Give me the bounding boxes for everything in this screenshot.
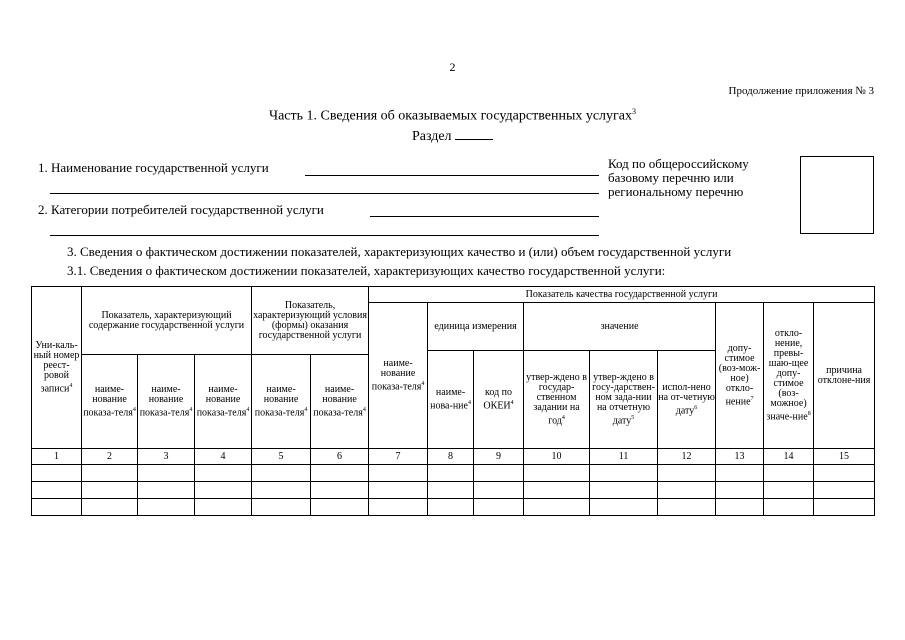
header-approved-year: утвер-ждено в государ-ственном задании на год$^4$	[524, 351, 590, 449]
col-number-10: 10	[524, 449, 590, 465]
table-row	[32, 465, 875, 482]
table-cell[interactable]	[428, 482, 474, 499]
header-content-group: Показатель, характеризующий содержание государственной услуги	[82, 287, 252, 355]
table-cell[interactable]	[138, 482, 195, 499]
service-name-row	[38, 160, 269, 176]
table-cell[interactable]	[369, 465, 428, 482]
consumers-label: 2. Категории потребителей государственной услуги	[38, 202, 324, 217]
col-number-11: 11	[590, 449, 658, 465]
table-cell[interactable]	[428, 465, 474, 482]
appendix-continuation: Продолжение приложения № 3	[728, 85, 874, 97]
table-cell[interactable]	[524, 482, 590, 499]
table-cell[interactable]	[252, 465, 311, 482]
table-cell[interactable]	[590, 499, 658, 516]
table-cell[interactable]	[524, 465, 590, 482]
table-cell[interactable]	[32, 465, 82, 482]
table-cell[interactable]	[590, 465, 658, 482]
table-row	[32, 499, 875, 516]
table-cell[interactable]	[764, 482, 814, 499]
service-name-label: 1. Наименование государственной услуги	[38, 160, 269, 175]
col-number-6: 6	[311, 449, 369, 465]
table-cell[interactable]	[311, 465, 369, 482]
column-numbers-row	[32, 449, 875, 465]
code-box[interactable]	[800, 156, 874, 234]
page-number: 2	[449, 60, 456, 74]
header-conditions-indicator-2: наиме-нование показа-теля$^4$	[311, 355, 369, 449]
col-number-1: 1	[32, 449, 82, 465]
table-cell[interactable]	[369, 499, 428, 516]
consumers-row	[38, 202, 324, 218]
table-cell[interactable]	[82, 482, 138, 499]
table-cell[interactable]	[195, 465, 252, 482]
header-value: значение	[524, 303, 716, 351]
table-cell[interactable]	[252, 499, 311, 516]
header-quality-indicator-name: наиме-нование показа-теля$^4$	[369, 303, 428, 449]
table-cell[interactable]	[716, 499, 764, 516]
table-cell[interactable]	[311, 499, 369, 516]
table-cell[interactable]	[311, 482, 369, 499]
table-cell[interactable]	[764, 499, 814, 516]
col-number-15: 15	[814, 449, 875, 465]
table-cell[interactable]	[82, 499, 138, 516]
header-okei-code: код по ОКЕИ$^4$	[474, 351, 524, 449]
section-3-heading: 3. Сведения о фактическом достижении показателей, характеризующих качество и (или) объем государственной услуги	[67, 244, 732, 259]
col-number-8: 8	[428, 449, 474, 465]
part-title-text: Часть 1. Сведения об оказываемых государственных услугах	[268, 108, 632, 124]
col-number-12: 12	[658, 449, 716, 465]
table-cell[interactable]	[764, 465, 814, 482]
table-cell[interactable]	[658, 482, 716, 499]
section-label: Раздел	[411, 128, 452, 144]
col-number-2: 2	[82, 449, 138, 465]
table-cell[interactable]	[428, 499, 474, 516]
header-unit-name: наиме-нова-ние$^4$	[428, 351, 474, 449]
col-number-9: 9	[474, 449, 524, 465]
table-cell[interactable]	[82, 465, 138, 482]
table-cell[interactable]	[252, 482, 311, 499]
table-cell[interactable]	[524, 499, 590, 516]
table-cell[interactable]	[474, 482, 524, 499]
header-approved-date: утвер-ждено в госу-дарствен-ном зада-нии на отчетную дату$^5$	[590, 351, 658, 449]
table-cell[interactable]	[590, 482, 658, 499]
section-3-1-heading: 3.1. Сведения о фактическом достижении показателей, характеризующих качество государственной услуги:	[67, 263, 666, 278]
col-number-4: 4	[195, 449, 252, 465]
header-executed-date: испол-нено на от-четную дату$^6$	[658, 351, 716, 449]
table-cell[interactable]	[138, 499, 195, 516]
col-number-13: 13	[716, 449, 764, 465]
header-content-indicator-1: наиме-нование показа-теля$^4$	[82, 355, 138, 449]
header-conditions-group: Показатель, характеризующий условия (формы) оказания государственной услуги	[252, 287, 369, 355]
col-number-5: 5	[252, 449, 311, 465]
service-name-field[interactable]	[305, 175, 599, 176]
consumers-field-line2[interactable]	[50, 235, 599, 236]
table-cell[interactable]	[658, 499, 716, 516]
header-quality-group: Показатель качества государственной услуги	[369, 287, 875, 303]
header-conditions-indicator-1: наиме-нование показа-теля$^4$	[252, 355, 311, 449]
header-unit: единица измерения	[428, 303, 524, 351]
section-number-field[interactable]	[455, 126, 493, 140]
quality-indicators-table	[31, 286, 875, 516]
table-row	[32, 482, 875, 499]
table-cell[interactable]	[32, 482, 82, 499]
header-reason: причина отклоне-ния	[814, 303, 875, 449]
header-unique-number: Уни-каль-ный номер реест-ровой записи$^4$	[32, 287, 82, 449]
table-cell[interactable]	[658, 465, 716, 482]
table-cell[interactable]	[814, 482, 875, 499]
table-cell[interactable]	[195, 482, 252, 499]
col-number-14: 14	[764, 449, 814, 465]
table-cell[interactable]	[195, 499, 252, 516]
table-cell[interactable]	[32, 499, 82, 516]
col-number-7: 7	[369, 449, 428, 465]
table-cell[interactable]	[814, 499, 875, 516]
part-title	[0, 103, 905, 146]
header-content-indicator-2: наиме-нование показа-теля$^4$	[138, 355, 195, 449]
code-label: Код по общероссийскому базовому перечню или региональному перечню	[608, 156, 749, 199]
consumers-field[interactable]	[370, 216, 599, 217]
header-allowed-deviation: допу-стимое (воз-мож-ное) откло-нение$^7$	[716, 303, 764, 449]
table-cell[interactable]	[369, 482, 428, 499]
table-cell[interactable]	[716, 465, 764, 482]
table-cell[interactable]	[814, 465, 875, 482]
header-content-indicator-3: наиме-нование показа-теля$^4$	[195, 355, 252, 449]
table-cell[interactable]	[716, 482, 764, 499]
table-cell[interactable]	[474, 499, 524, 516]
col-number-3: 3	[138, 449, 195, 465]
table-cell[interactable]	[138, 465, 195, 482]
footnote-mark: 3	[632, 107, 636, 116]
table-cell[interactable]	[474, 465, 524, 482]
service-name-field-line2[interactable]	[50, 193, 599, 194]
header-exceeding-deviation: откло-нение, превы-шаю-щее допу-стимое (воз-можное) значе-ние$^8$	[764, 303, 814, 449]
